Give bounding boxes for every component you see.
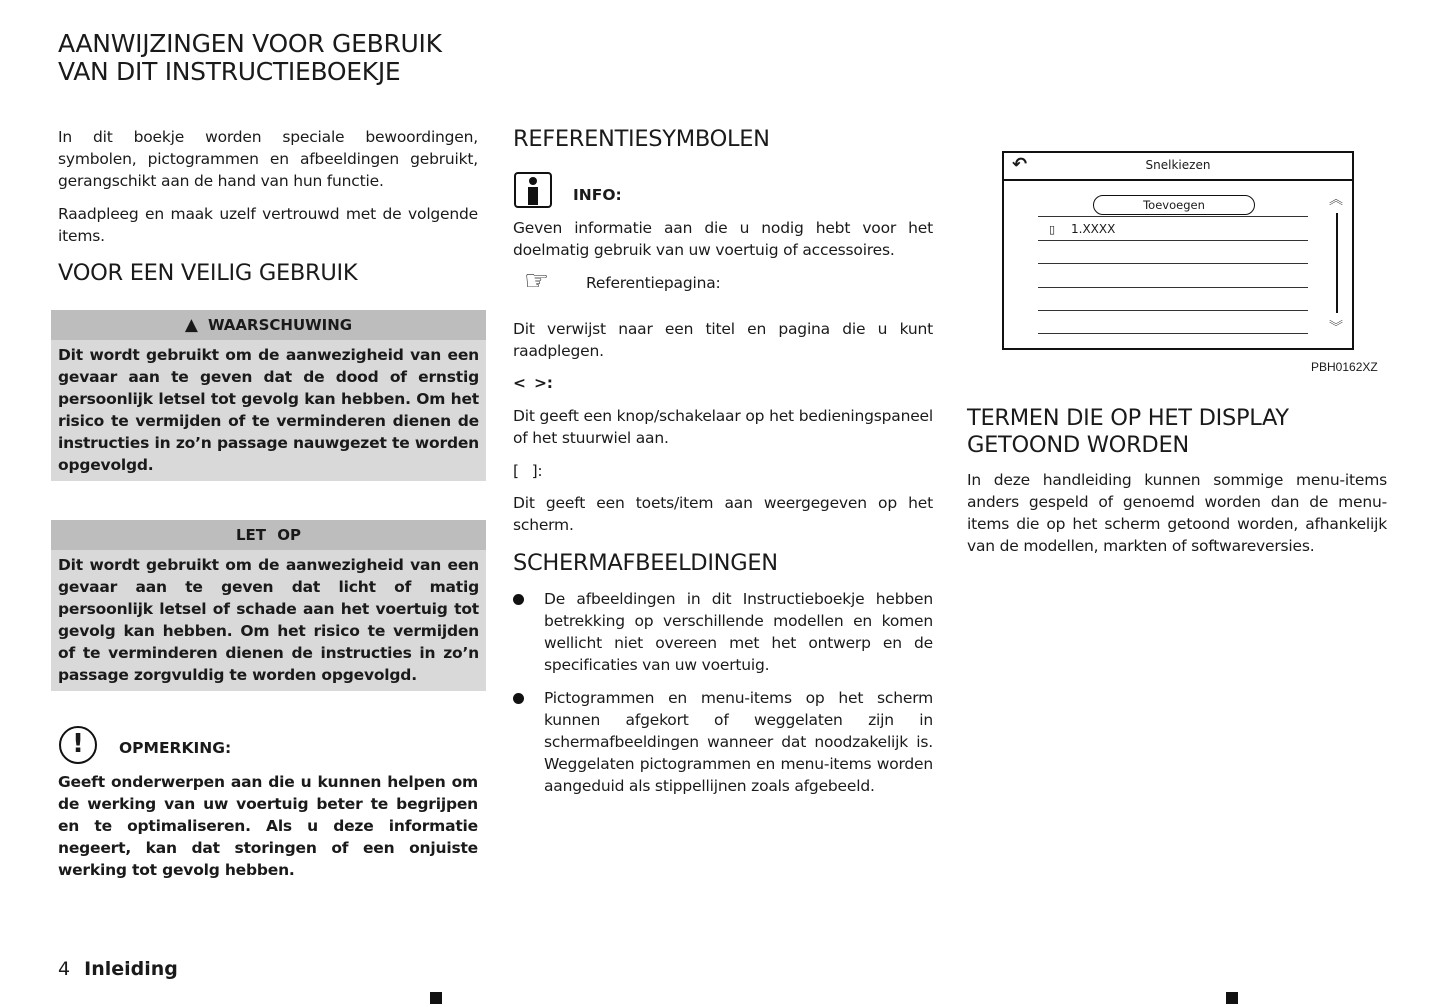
terms-heading <box>967 405 1289 459</box>
crop-mark <box>430 992 442 1004</box>
back-icon: ↶ <box>1012 154 1028 175</box>
caution-box <box>51 520 486 691</box>
page-number: 4 <box>58 958 71 980</box>
warning-label: WAARSCHUWING <box>207 316 353 334</box>
safety-heading: VOOR EEN VEILIG GEBRUIK <box>58 260 358 286</box>
page-title <box>58 30 442 86</box>
title-line-1: AANWIJZINGEN VOOR GEBRUIK <box>58 29 442 58</box>
section-name: Inleiding <box>84 958 178 980</box>
screen-header <box>1004 153 1352 181</box>
reference-symbols-heading: REFERENTIESYMBOLEN <box>513 126 770 152</box>
phone-icon: ▯ <box>1049 223 1056 236</box>
screen-images-heading: SCHERMAFBEELDINGEN <box>513 550 778 576</box>
terms-heading-line-1: TERMEN DIE OP HET DISPLAY <box>967 405 1289 431</box>
title-line-2: VAN DIT INSTRUCTIEBOEKJE <box>58 57 401 86</box>
exclamation-circle-icon: ! <box>59 726 97 764</box>
warning-box <box>51 310 486 481</box>
add-button: Toevoegen <box>1093 195 1255 215</box>
scrollbar <box>1336 213 1338 313</box>
list-item-text: Pictogrammen en menu-items op het scherm kunnen afgekort of weggelaten zijn in schermafbeeldingen wanneer dat noodzakelijk is. Weggelaten pictogrammen en menu-items worden aangeduid als stippellijnen zoals afgebeeld. <box>544 689 933 795</box>
screen-title: Snelkiezen <box>1145 158 1211 172</box>
caution-text: Dit wordt gebruikt om de aanwezigheid van een gevaar aan te geven dat licht of matig persoonlijk letsel of schade aan het voertuig tot gevolg kan hebben. Om het risico te vermijden of te verminderen dienen de instructies in zo’n passage zorgvuldig te worden opgevolgd. <box>58 556 479 684</box>
bullet-icon <box>513 594 524 605</box>
square-bracket-label: [ ]: <box>513 462 543 480</box>
screen-illustration <box>1002 151 1354 350</box>
warning-text: Dit wordt gebruikt om de aanwezigheid van een gevaar aan te geven dat de dood of ernstig persoonlijk letsel tot gevolg kan hebben. Om het risico te vermijden of te verminderen dienen de instructies in zo’n passage nauwgezet te worden opgevolgd. <box>58 346 479 474</box>
info-label: INFO: <box>573 186 622 204</box>
warning-triangle-icon: ▲ <box>184 315 198 335</box>
terms-heading-line-2: GETOOND WORDEN <box>967 432 1189 458</box>
square-bracket-text: Dit geeft een toets/item aan weergegeven op het scherm. <box>513 494 933 534</box>
warning-header <box>51 310 486 340</box>
scroll-up-icon: ︽ <box>1329 192 1343 208</box>
caution-label: LET OP <box>51 520 486 550</box>
note-text: Geeft onderwerpen aan die u kunnen helpen om de werking van uw voertuig beter te begrijpen en te optimaliseren. Als u deze informatie negeert, kan dat storingen of een onjuiste werking tot gevolg hebben. <box>58 773 478 879</box>
page-footer <box>58 958 178 980</box>
note-label: OPMERKING: <box>119 739 232 757</box>
angle-bracket-label: < >: <box>513 374 553 392</box>
reference-page-text: Dit verwijst naar een titel en pagina die u kunt raadplegen. <box>513 320 933 360</box>
pointing-hand-icon: ☞ <box>524 264 550 297</box>
terms-text: In deze handleiding kunnen sommige menu-items anders gespeld of genoemd worden dan de menu-items die op het scherm getoond worden, afhankelijk van de modellen, markten of softwareversies. <box>967 471 1387 555</box>
figure-code: PBH0162XZ <box>1311 360 1378 374</box>
intro-paragraph-1: In dit boekje worden speciale bewoordingen, symbolen, pictogrammen en afbeeldingen gebruikt, gerangschikt aan de hand van hun functie. <box>58 128 478 190</box>
reference-page-label: Referentiepagina: <box>586 274 721 292</box>
bullet-list <box>513 588 933 797</box>
angle-bracket-text: Dit geeft een knop/schakelaar op het bedieningspaneel of het stuurwiel aan. <box>513 407 933 447</box>
scroll-down-icon: ︾ <box>1329 320 1343 336</box>
info-text: Geven informatie aan die u nodig hebt voor het doelmatig gebruik van uw voertuig of accessoires. <box>513 219 933 259</box>
bullet-icon <box>513 693 524 704</box>
list-item <box>513 687 933 797</box>
crop-mark <box>1226 992 1238 1004</box>
list-item <box>513 588 933 676</box>
intro-paragraph-2: Raadpleeg en maak uzelf vertrouwd met de volgende items. <box>58 205 478 245</box>
info-icon <box>514 172 552 208</box>
list-entry: 1.XXXX <box>1071 222 1116 236</box>
list-item-text: De afbeeldingen in dit Instructieboekje hebben betrekking op verschillende modellen en komen wellicht niet overeen met het ontwerp en de specificaties van uw voertuig. <box>544 590 933 674</box>
